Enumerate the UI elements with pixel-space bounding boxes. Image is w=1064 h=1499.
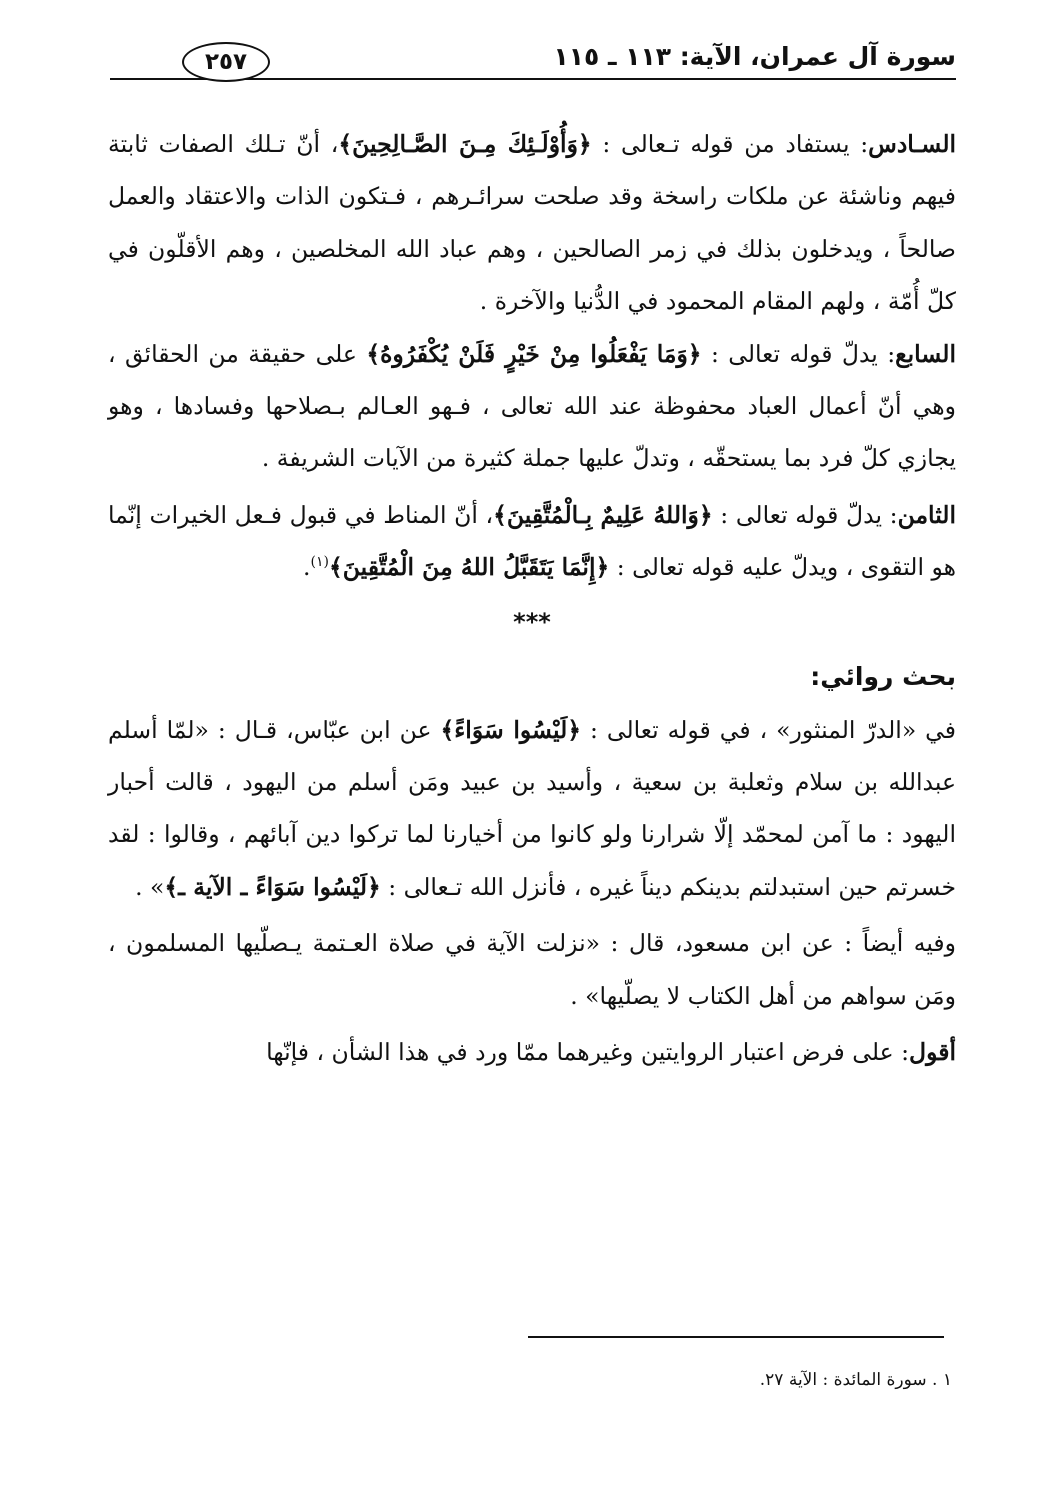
footnote-reference[interactable]: (١) (310, 554, 329, 571)
text: : على فرض اعتبار الروايتين وغيرهما ممّا ورد في هذا الشأن ، فإنّها (266, 1038, 910, 1067)
paragraph-seventh (108, 328, 956, 485)
quran-verse: ﴿إِنَّمَا يَتَقَبَّلُ اللهُ مِنَ الْمُتَّقِينَ﴾ (329, 553, 610, 582)
text: : يدلّ قوله تعالى : (701, 339, 896, 368)
text: وفيه أيضاً : عن ابن مسعود، قال : «نزلت الآية في صلاة العـتمة يـصلّيها المسلمون ، ومَن سواهم من أهل الكتاب لا يصلّيها» . (108, 929, 956, 1010)
paragraph-sixth (108, 118, 956, 328)
quran-verse: ﴿وَاللهُ عَلِيمٌ بِـالْمُتَّقِينَ﴾ (493, 500, 713, 529)
point-label-sixth: السـادس (868, 130, 957, 158)
text: . (303, 553, 311, 582)
point-label-seventh: السابع (895, 339, 956, 368)
section-separator: *** (513, 607, 551, 636)
text: ، أنّ تـلك الصفات ثابتة فيهم وناشئة عن ملكات راسخة وقد صلحت سرائـرهم ، فـتكون الذات والاعتقاد والعمل صالحاً ، ويدخلون بذلك في زمر الصالحين ، وهم عباد الله المخلصين ، وهم الأقلّون في كلّ أُمّة ، ولهم المقام المحمود في الدُّنيا والآخرة . (108, 130, 956, 316)
paragraph-narration-2 (108, 917, 956, 1022)
quran-verse: ﴿وَأُوْلَـئِكَ مِـنَ الصَّـالِحِينَ﴾ (338, 130, 592, 158)
point-label-eighth: الثامن (897, 500, 956, 529)
quran-verse: ﴿لَيْسُوا سَوَاءً ـ الآية ـ﴾ (164, 872, 381, 901)
paragraph-comment (108, 1026, 956, 1078)
paragraph-narration-1 (108, 704, 956, 914)
page-number: ٢٥٧ (204, 49, 248, 75)
comment-label: أقول (909, 1038, 956, 1067)
quran-verse: ﴿وَمَا يَفْعَلُوا مِنْ خَيْرٍ فَلَنْ يُكْفَرُوهُ﴾ (366, 339, 702, 368)
text: : يستفاد من قوله تـعالى : (591, 130, 869, 158)
footnote-rule (528, 1336, 944, 1338)
footnote: ١ . سورة المائدة : الآية ٢٧. (759, 1370, 952, 1390)
paragraph-eighth (108, 489, 956, 594)
page-number-badge (182, 42, 270, 82)
text: ، أنّ المناط في قبول فـعل الخيرات إنّما هو التقوى ، ويدلّ عليه قوله تعالى : (108, 500, 956, 582)
text: على حقيقة من الحقائق ، وهي أنّ أعمال العباد محفوظة عند الله تعالى ، فـهو العـالم بـصلاحها وفسادها ، وهو يجازي كلّ فرد بما يستحقّه ، وتدلّ عليها جملة كثيرة من الآيات الشريفة . (108, 339, 956, 473)
text: في «الدرّ المنثور» ، في قوله تعالى : (581, 715, 956, 744)
running-title: سورة آل عمران، الآية: ١١٣ ـ ١١٥ (553, 42, 956, 71)
text: : يدلّ قوله تعالى : (712, 500, 898, 529)
section-heading: بحث روائي: (810, 661, 956, 691)
text: » . (135, 872, 165, 901)
text: عن ابن عبّاس، قـال : «لمّا أسلم عبدالله بن سلام وثعلبة بن سعية ، وأسيد بن عبيد ومَن أسلم من اليهود ، قالت أحبار اليهود : ما آمن لمحمّد إلّا شرارنا ولو كانوا من أخيارنا لما تركوا دين آبائهم ، وقالوا : لقد خسرتم حين استبدلتم بدينكم ديناً غيره ، فأنزل الله تـعالى : (108, 715, 956, 901)
quran-verse: ﴿لَيْسُوا سَوَاءً﴾ (440, 715, 582, 744)
page-header (110, 40, 956, 84)
page-body (108, 118, 956, 1079)
